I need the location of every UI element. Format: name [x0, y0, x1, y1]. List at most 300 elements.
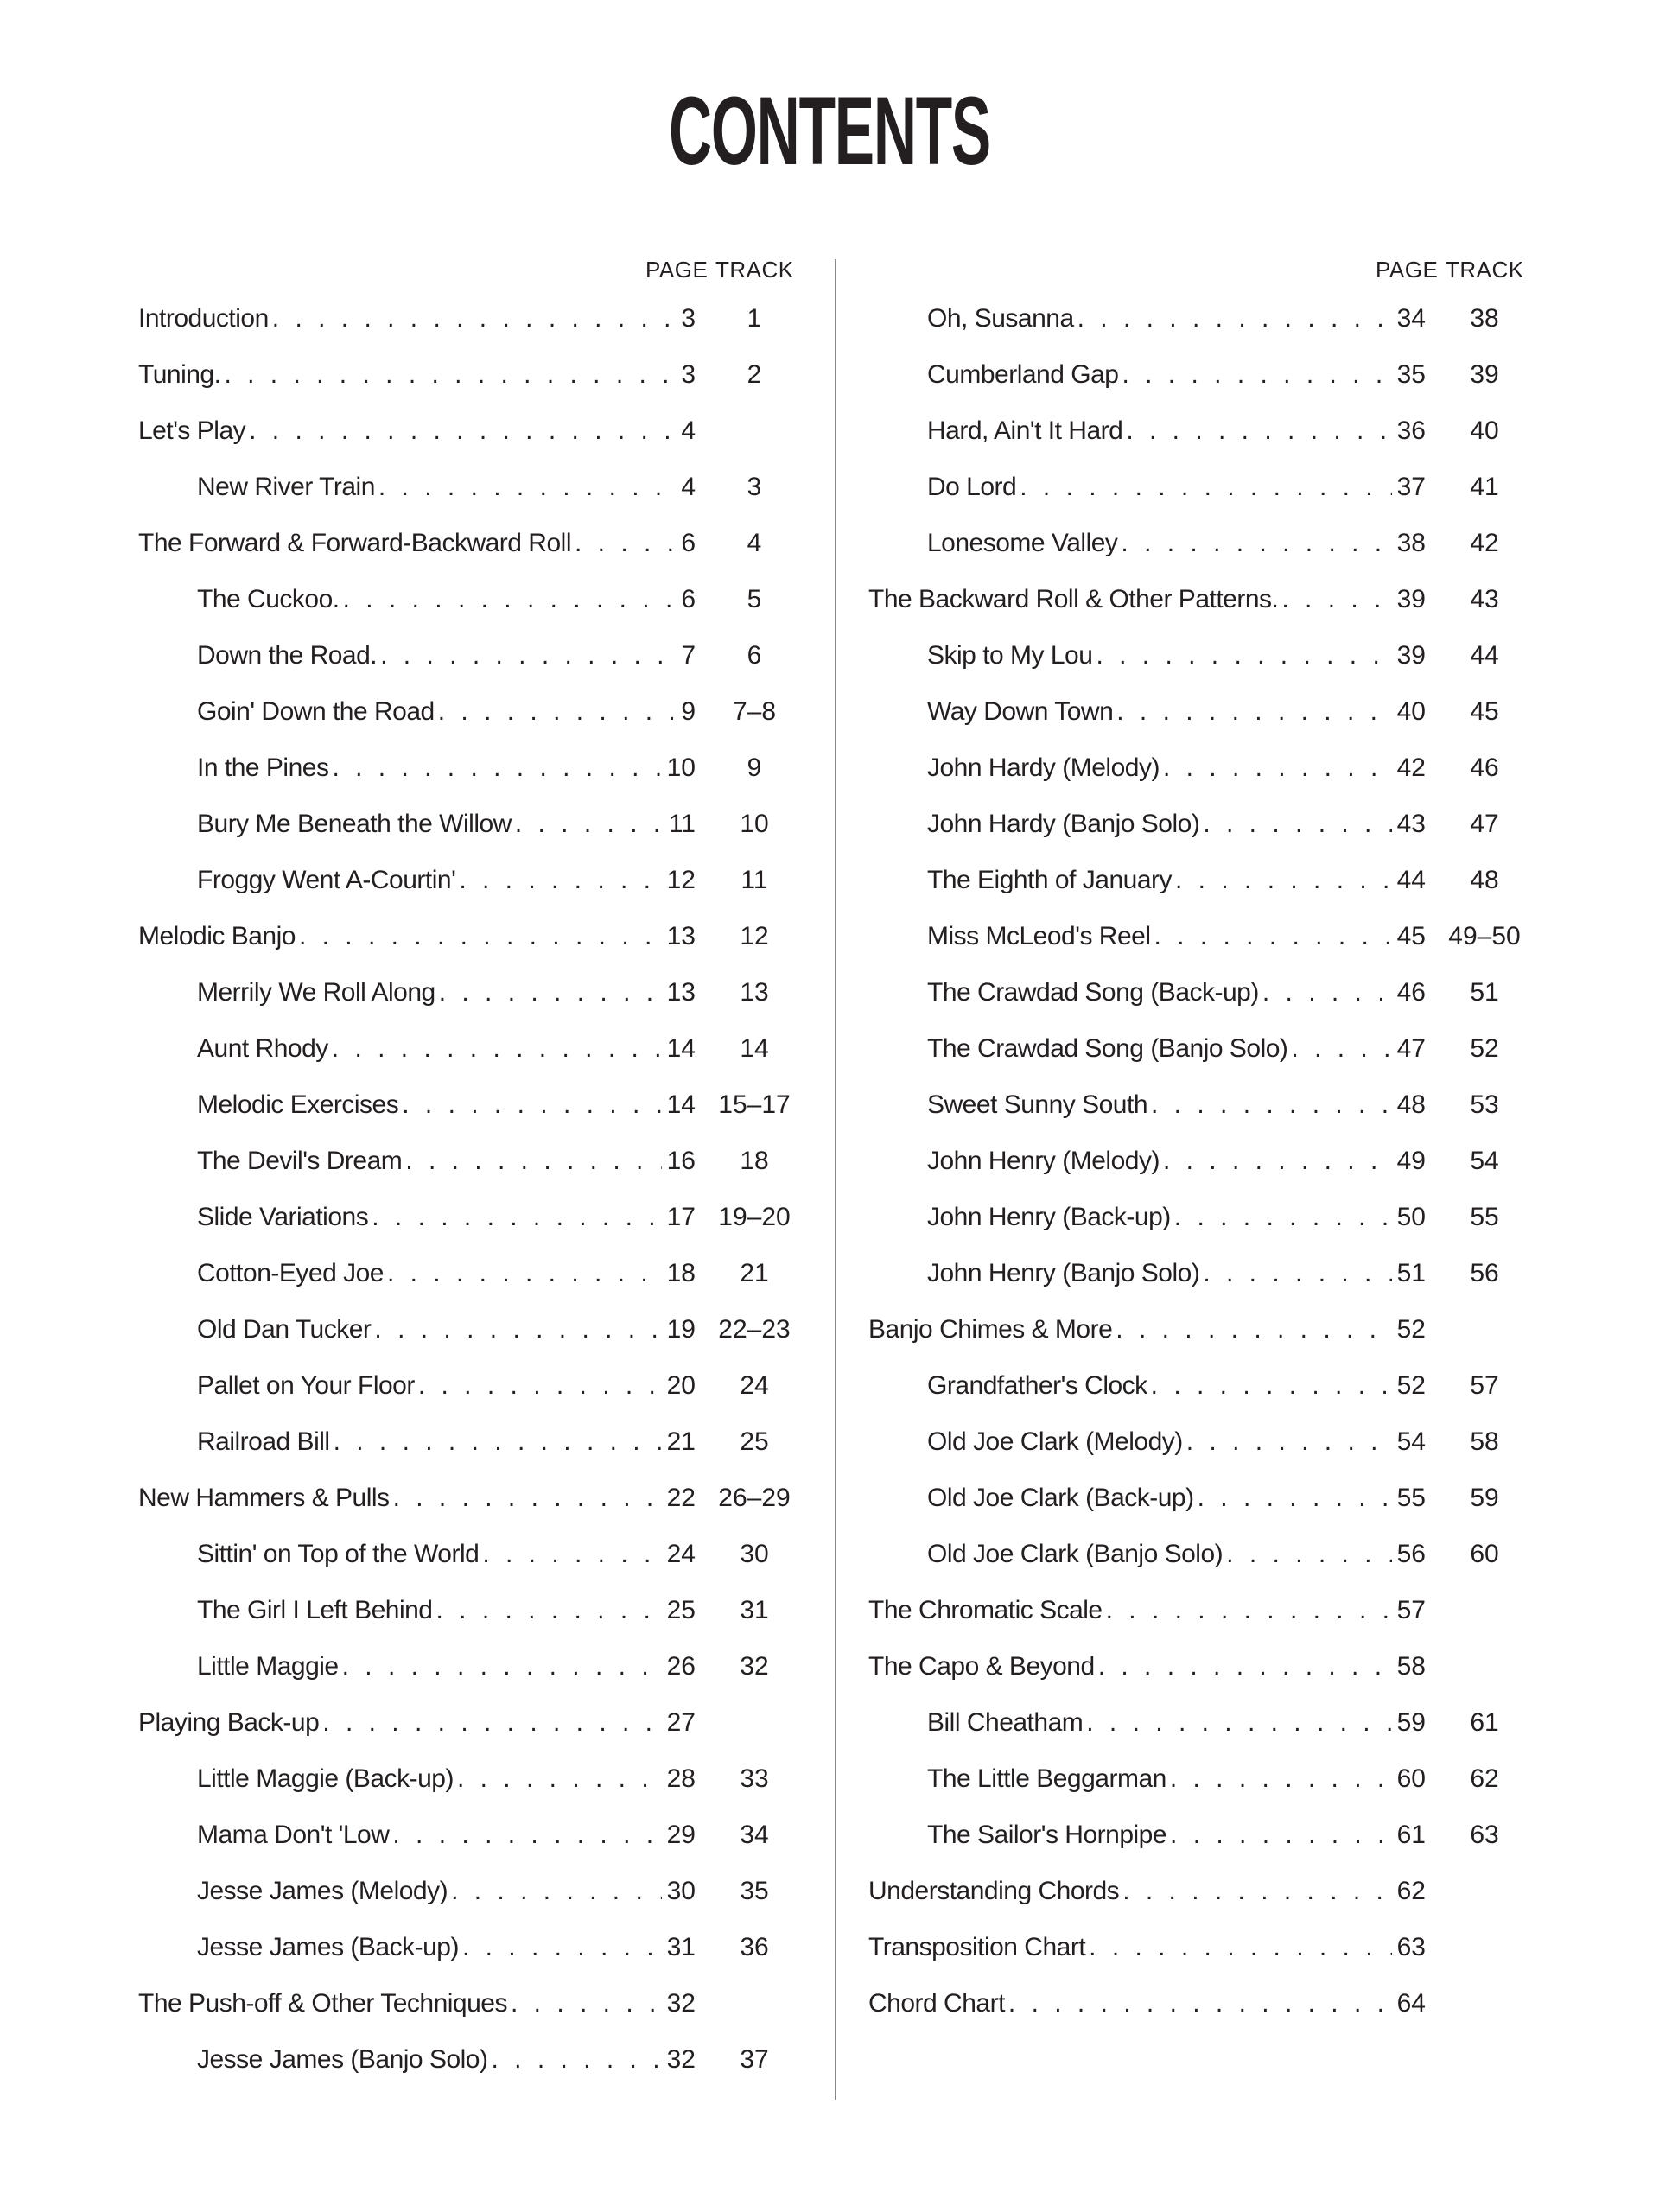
- toc-entry[interactable]: [868, 1245, 1577, 1301]
- dot-leader: [1121, 515, 1391, 571]
- entry-title: John Henry (Banjo Solo): [927, 1259, 1200, 1287]
- entry-title: Oh, Susanna: [927, 304, 1074, 333]
- entry-page-number: 38: [1396, 529, 1426, 557]
- toc-entry[interactable]: [138, 1863, 847, 1919]
- entry-page-number: 62: [1396, 1877, 1426, 1905]
- toc-entry[interactable]: [138, 683, 847, 740]
- dot-leader: [1226, 1526, 1391, 1582]
- entry-page-number: 35: [1396, 360, 1426, 389]
- toc-entry-main: [197, 1301, 696, 1357]
- entry-track-number: 21: [740, 1259, 769, 1287]
- toc-entry[interactable]: [868, 1638, 1577, 1694]
- toc-entry-main: [927, 1807, 1426, 1863]
- dot-leader: [1163, 740, 1392, 796]
- dot-leader: [1198, 1470, 1392, 1526]
- entry-title: Tuning.: [138, 360, 221, 389]
- toc-entry[interactable]: [138, 627, 847, 683]
- toc-entry[interactable]: [868, 1975, 1577, 2031]
- entry-title: The Capo & Beyond: [868, 1652, 1095, 1681]
- toc-entry-main: [927, 740, 1426, 796]
- toc-entry-main: [197, 683, 696, 740]
- entry-page-number: 17: [666, 1203, 696, 1231]
- entry-page-number: 4: [681, 473, 696, 501]
- toc-entry[interactable]: [868, 1526, 1577, 1582]
- toc-entry[interactable]: [138, 1807, 847, 1863]
- dot-leader: [1086, 1694, 1391, 1751]
- toc-entry-main: [197, 1020, 696, 1077]
- dot-leader: [1126, 403, 1391, 459]
- entry-page-number: 55: [1396, 1484, 1426, 1512]
- toc-entry[interactable]: [138, 1694, 847, 1751]
- dot-leader: [511, 1975, 662, 2031]
- dot-leader: [435, 1582, 661, 1638]
- entry-page-number: 37: [1396, 473, 1426, 501]
- entry-page-number: 25: [666, 1596, 696, 1624]
- entry-page-number: 18: [666, 1259, 696, 1287]
- entry-title: Aunt Rhody: [197, 1034, 328, 1063]
- entry-title: Old Joe Clark (Banjo Solo): [927, 1540, 1224, 1568]
- toc-entry-main: [197, 1807, 696, 1863]
- dot-leader: [343, 571, 677, 627]
- entry-page-number: 42: [1396, 753, 1426, 782]
- entry-track-number: 34: [740, 1821, 769, 1849]
- toc-entry-main: [927, 1189, 1426, 1245]
- toc-entry-main: [197, 1077, 696, 1133]
- toc-entry[interactable]: [138, 1526, 847, 1582]
- toc-entry[interactable]: [138, 1020, 847, 1077]
- toc-entry[interactable]: [138, 1975, 847, 2031]
- entry-track-number: 51: [1470, 978, 1499, 1007]
- entry-page-number: 54: [1396, 1427, 1426, 1456]
- dot-leader: [332, 740, 661, 796]
- toc-entry[interactable]: [138, 571, 847, 627]
- entry-track-number: 19–20: [718, 1203, 791, 1231]
- entry-track-number: 26–29: [718, 1484, 791, 1512]
- entry-title: Let's Play: [138, 416, 246, 445]
- toc-entry[interactable]: [868, 1807, 1577, 1863]
- entry-track-number: 61: [1470, 1708, 1499, 1737]
- dot-leader: [459, 852, 661, 908]
- entry-page-number: 50: [1396, 1203, 1426, 1231]
- entry-page-number: 58: [1396, 1652, 1426, 1681]
- entry-page-number: 24: [666, 1540, 696, 1568]
- dot-leader: [1077, 290, 1392, 346]
- entry-track-number: 63: [1470, 1821, 1499, 1849]
- toc-entry-main: [868, 1582, 1426, 1638]
- entry-title: The Backward Roll & Other Patterns.: [868, 585, 1279, 613]
- toc-entry-main: [197, 1133, 696, 1189]
- entry-track-number: 42: [1470, 529, 1499, 557]
- toc-entry-main: [197, 1189, 696, 1245]
- toc-entry[interactable]: [868, 515, 1577, 571]
- entry-title: Introduction: [138, 304, 269, 333]
- entry-title: John Henry (Melody): [927, 1147, 1160, 1175]
- toc-entry[interactable]: [138, 1189, 847, 1245]
- toc-entry[interactable]: [138, 346, 847, 403]
- entry-title: Cotton-Eyed Joe: [197, 1259, 384, 1287]
- entry-title: The Forward & Forward-Backward Roll: [138, 529, 571, 557]
- toc-entry-main: [197, 2031, 696, 2088]
- column-header: [138, 249, 847, 290]
- toc-entry[interactable]: [868, 1694, 1577, 1751]
- entry-track-number: 24: [740, 1371, 769, 1400]
- toc-entry[interactable]: [138, 1357, 847, 1414]
- entry-title: Old Joe Clark (Back-up): [927, 1484, 1194, 1512]
- entry-track-number: 10: [740, 810, 769, 838]
- entry-track-number: 45: [1470, 697, 1499, 726]
- toc-entry[interactable]: [868, 1133, 1577, 1189]
- entry-page-number: 32: [666, 1989, 696, 2018]
- toc-entry[interactable]: [868, 1301, 1577, 1357]
- toc-entry-main: [197, 1582, 696, 1638]
- entry-page-number: 31: [666, 1933, 696, 1961]
- entry-track-number: 35: [740, 1877, 769, 1905]
- entry-track-number: 54: [1470, 1147, 1499, 1175]
- dot-leader: [492, 2031, 662, 2088]
- toc-entry-main: [927, 403, 1426, 459]
- dot-leader: [1170, 1807, 1392, 1863]
- contents-column-left: [138, 249, 847, 2088]
- entry-title: Melodic Banjo: [138, 922, 296, 950]
- toc-entry-main: [138, 1470, 696, 1526]
- entry-track-number: 18: [740, 1147, 769, 1175]
- toc-entry-main: [138, 1975, 696, 2031]
- entry-track-number: 56: [1470, 1259, 1499, 1287]
- entry-title: New Hammers & Pulls: [138, 1484, 390, 1512]
- entry-title: The Crawdad Song (Banjo Solo): [927, 1034, 1288, 1063]
- entry-track-number: 58: [1470, 1427, 1499, 1456]
- dot-leader: [1122, 1863, 1391, 1919]
- dot-leader: [322, 1694, 661, 1751]
- entry-track-number: 47: [1470, 810, 1499, 838]
- entry-page-number: 13: [666, 978, 696, 1007]
- entry-title: Transposition Chart: [868, 1933, 1086, 1961]
- entry-track-number: 1: [747, 304, 762, 333]
- toc-entry-main: [927, 852, 1426, 908]
- entry-title: The Girl I Left Behind: [197, 1596, 433, 1624]
- entry-title: Playing Back-up: [138, 1708, 320, 1737]
- entry-page-number: 43: [1396, 810, 1426, 838]
- entry-track-number: 49–50: [1448, 922, 1521, 950]
- toc-entry[interactable]: [868, 346, 1577, 403]
- toc-entry-main: [927, 1414, 1426, 1470]
- entry-title: Way Down Town: [927, 697, 1114, 726]
- toc-entry[interactable]: [868, 1357, 1577, 1414]
- toc-entry-main: [868, 1975, 1426, 2031]
- entry-title: Bury Me Beneath the Willow: [197, 810, 512, 838]
- entry-page-number: 57: [1396, 1596, 1426, 1624]
- page-title: CONTENTS: [669, 77, 990, 185]
- entry-track-number: 40: [1470, 416, 1499, 445]
- entry-title: The Chromatic Scale: [868, 1596, 1103, 1624]
- toc-entry-main: [197, 627, 696, 683]
- entry-title: Jesse James (Banjo Solo): [197, 2045, 488, 2074]
- toc-entry-main: [927, 796, 1426, 852]
- dot-leader: [1203, 1245, 1391, 1301]
- entry-track-number: 38: [1470, 304, 1499, 333]
- entry-page-number: 28: [666, 1764, 696, 1793]
- toc-entry-main: [197, 1751, 696, 1807]
- entry-page-number: 4: [681, 416, 696, 445]
- toc-entry[interactable]: [868, 1751, 1577, 1807]
- toc-entry-main: [927, 683, 1426, 740]
- toc-entry[interactable]: [868, 459, 1577, 515]
- dot-leader: [515, 796, 664, 852]
- dot-leader: [224, 346, 676, 403]
- toc-entry-main: [138, 403, 696, 459]
- toc-entry[interactable]: [868, 1189, 1577, 1245]
- entry-page-number: 27: [666, 1708, 696, 1737]
- entry-track-number: 25: [740, 1427, 769, 1456]
- entry-page-number: 6: [681, 529, 696, 557]
- dot-leader: [1186, 1414, 1392, 1470]
- column-header: [868, 249, 1577, 290]
- entry-title: Mama Don't 'Low: [197, 1821, 390, 1849]
- entry-track-number: 55: [1470, 1203, 1499, 1231]
- entry-track-number: 59: [1470, 1484, 1499, 1512]
- dot-leader: [575, 515, 676, 571]
- dot-leader: [1098, 1638, 1392, 1694]
- entry-title: Hard, Ain't It Hard: [927, 416, 1123, 445]
- dot-leader: [1262, 964, 1392, 1020]
- entry-page-number: 30: [666, 1877, 696, 1905]
- entry-title: Goin' Down the Road: [197, 697, 435, 726]
- entry-title: New River Train: [197, 473, 375, 501]
- dot-leader: [1096, 627, 1391, 683]
- entry-title: Sweet Sunny South: [927, 1090, 1148, 1119]
- toc-entry-main: [138, 290, 696, 346]
- toc-entry[interactable]: [868, 683, 1577, 740]
- dot-leader: [387, 1245, 662, 1301]
- entry-title: Pallet on Your Floor: [197, 1371, 415, 1400]
- toc-entry-main: [927, 1357, 1426, 1414]
- entry-title: Grandfather's Clock: [927, 1371, 1147, 1400]
- entry-track-number: 13: [740, 978, 769, 1007]
- entry-page-number: 52: [1396, 1315, 1426, 1344]
- entry-page-number: 39: [1396, 641, 1426, 670]
- toc-entry[interactable]: [138, 1133, 847, 1189]
- dot-leader: [249, 403, 676, 459]
- entry-title: Banjo Chimes & More: [868, 1315, 1113, 1344]
- toc-entry-main: [197, 1919, 696, 1975]
- toc-entry-main: [868, 571, 1426, 627]
- toc-entry[interactable]: [868, 403, 1577, 459]
- entry-page-number: 61: [1396, 1821, 1426, 1849]
- dot-leader: [272, 290, 677, 346]
- dot-leader: [1116, 1301, 1391, 1357]
- toc-entry[interactable]: [868, 1919, 1577, 1975]
- toc-entry[interactable]: [138, 403, 847, 459]
- toc-entry[interactable]: [138, 1638, 847, 1694]
- toc-entry[interactable]: [138, 1751, 847, 1807]
- entry-title: Old Joe Clark (Melody): [927, 1427, 1183, 1456]
- toc-entry[interactable]: [138, 2031, 847, 2088]
- entry-page-number: 13: [666, 922, 696, 950]
- toc-entry[interactable]: [138, 515, 847, 571]
- entry-track-number: 48: [1470, 866, 1499, 894]
- dot-leader: [380, 627, 676, 683]
- entry-page-number: 60: [1396, 1764, 1426, 1793]
- entry-page-number: 39: [1396, 585, 1426, 613]
- toc-entry-main: [197, 1863, 696, 1919]
- toc-entry-main: [197, 1638, 696, 1694]
- toc-entry[interactable]: [868, 796, 1577, 852]
- entry-page-number: 22: [666, 1484, 696, 1512]
- entry-track-number: 6: [747, 641, 762, 670]
- toc-entry[interactable]: [138, 1582, 847, 1638]
- dot-leader: [402, 1077, 661, 1133]
- entry-track-number: 43: [1470, 585, 1499, 613]
- entry-page-number: 3: [681, 360, 696, 389]
- toc-entry[interactable]: [138, 290, 847, 346]
- toc-entry[interactable]: [868, 908, 1577, 964]
- entry-page-number: 46: [1396, 978, 1426, 1007]
- toc-entry[interactable]: [138, 1414, 847, 1470]
- dot-leader: [1122, 346, 1391, 403]
- entry-track-number: 3: [747, 473, 762, 501]
- toc-entry-main: [927, 1245, 1426, 1301]
- entry-track-number: 2: [747, 360, 762, 389]
- toc-entry[interactable]: [138, 908, 847, 964]
- entry-track-number: 12: [740, 922, 769, 950]
- dot-leader: [374, 1301, 661, 1357]
- toc-entry-main: [868, 1863, 1426, 1919]
- entry-track-number: 22–23: [718, 1315, 791, 1344]
- entry-page-number: 44: [1396, 866, 1426, 894]
- toc-entry-main: [868, 1638, 1426, 1694]
- dot-leader: [439, 964, 662, 1020]
- entry-page-number: 64: [1396, 1989, 1426, 2018]
- entry-title: The Cuckoo.: [197, 585, 340, 613]
- entry-title: In the Pines: [197, 753, 329, 782]
- toc-entry[interactable]: [138, 1301, 847, 1357]
- entry-title: The Crawdad Song (Back-up): [927, 978, 1259, 1007]
- toc-entry-main: [197, 459, 696, 515]
- entry-track-number: 31: [740, 1596, 769, 1624]
- dot-leader: [1020, 459, 1391, 515]
- entry-track-number: 46: [1470, 753, 1499, 782]
- toc-entry-main: [927, 1020, 1426, 1077]
- toc-entry[interactable]: [868, 1020, 1577, 1077]
- entry-title: Jesse James (Back-up): [197, 1933, 459, 1961]
- entry-page-number: 21: [666, 1427, 696, 1456]
- entry-page-number: 6: [681, 585, 696, 613]
- toc-entry-main: [197, 1526, 696, 1582]
- entry-track-number: 32: [740, 1652, 769, 1681]
- dot-leader: [405, 1133, 661, 1189]
- toc-entry[interactable]: [868, 1414, 1577, 1470]
- toc-entry[interactable]: [868, 1582, 1577, 1638]
- toc-entry[interactable]: [138, 964, 847, 1020]
- toc-entry[interactable]: [868, 740, 1577, 796]
- entry-page-number: 40: [1396, 697, 1426, 726]
- entry-page-number: 59: [1396, 1708, 1426, 1737]
- entry-track-number: 33: [740, 1764, 769, 1793]
- toc-entry[interactable]: [138, 1245, 847, 1301]
- dot-leader: [334, 1414, 662, 1470]
- entry-title: Bill Cheatham: [927, 1708, 1084, 1737]
- toc-entry[interactable]: [868, 852, 1577, 908]
- entry-page-number: 56: [1396, 1540, 1426, 1568]
- entry-track-number: 41: [1470, 473, 1499, 501]
- entry-page-number: 16: [666, 1147, 696, 1175]
- track-column-header: TRACK: [1446, 257, 1524, 283]
- toc-entry[interactable]: [868, 290, 1577, 346]
- entry-title: Chord Chart: [868, 1989, 1005, 2018]
- dot-leader: [1174, 1189, 1392, 1245]
- toc-entry[interactable]: [138, 796, 847, 852]
- entry-track-number: 62: [1470, 1764, 1499, 1793]
- entry-page-number: 14: [666, 1090, 696, 1119]
- entry-title: Old Dan Tucker: [197, 1315, 372, 1344]
- entry-title: Sittin' on Top of the World: [197, 1540, 480, 1568]
- entry-title: The Push-off & Other Techniques: [138, 1989, 507, 2018]
- entry-title: John Hardy (Melody): [927, 753, 1160, 782]
- toc-entry[interactable]: [138, 1470, 847, 1526]
- toc-entry-main: [927, 459, 1426, 515]
- toc-entry[interactable]: [868, 964, 1577, 1020]
- toc-entry-main: [868, 1301, 1426, 1357]
- dot-leader: [1151, 1357, 1392, 1414]
- toc-entry[interactable]: [138, 1077, 847, 1133]
- toc-entry[interactable]: [868, 571, 1577, 627]
- entry-title: John Henry (Back-up): [927, 1203, 1171, 1231]
- toc-entry-main: [197, 796, 696, 852]
- toc-entry[interactable]: [868, 1470, 1577, 1526]
- toc-entry-main: [927, 964, 1426, 1020]
- dot-leader: [1008, 1975, 1392, 2031]
- dot-leader: [332, 1020, 662, 1077]
- toc-entry-main: [927, 1526, 1426, 1582]
- entry-page-number: 9: [681, 697, 696, 726]
- toc-entry[interactable]: [868, 627, 1577, 683]
- toc-entry[interactable]: [868, 1077, 1577, 1133]
- entry-page-number: 48: [1396, 1090, 1426, 1119]
- dot-leader: [392, 1807, 661, 1863]
- contents-column-right: [868, 249, 1577, 2031]
- entry-title: Skip to My Lou: [927, 641, 1093, 670]
- entry-page-number: 47: [1396, 1034, 1426, 1063]
- toc-entry-main: [927, 1133, 1426, 1189]
- toc-entry-main: [927, 290, 1426, 346]
- toc-entry[interactable]: [138, 1919, 847, 1975]
- entry-track-number: 5: [747, 585, 762, 613]
- toc-entry[interactable]: [868, 1863, 1577, 1919]
- entry-track-number: 44: [1470, 641, 1499, 670]
- toc-entry-main: [927, 1470, 1426, 1526]
- dot-leader: [1154, 908, 1391, 964]
- toc-entry[interactable]: [138, 740, 847, 796]
- entry-title: Melodic Exercises: [197, 1090, 399, 1119]
- dot-leader: [1106, 1582, 1392, 1638]
- toc-entry-main: [927, 515, 1426, 571]
- entry-track-number: 52: [1470, 1034, 1499, 1063]
- dot-leader: [1203, 796, 1391, 852]
- entry-page-number: 12: [666, 866, 696, 894]
- toc-entry[interactable]: [138, 459, 847, 515]
- entry-title: Understanding Chords: [868, 1877, 1120, 1905]
- entry-title: Little Maggie: [197, 1652, 339, 1681]
- entry-track-number: 60: [1470, 1540, 1499, 1568]
- toc-entry-main: [927, 1694, 1426, 1751]
- dot-leader: [342, 1638, 662, 1694]
- entry-title: John Hardy (Banjo Solo): [927, 810, 1200, 838]
- toc-entry[interactable]: [138, 852, 847, 908]
- entry-page-number: 36: [1396, 416, 1426, 445]
- entry-title: Miss McLeod's Reel: [927, 922, 1151, 950]
- entry-title: Merrily We Roll Along: [197, 978, 435, 1007]
- dot-leader: [451, 1863, 662, 1919]
